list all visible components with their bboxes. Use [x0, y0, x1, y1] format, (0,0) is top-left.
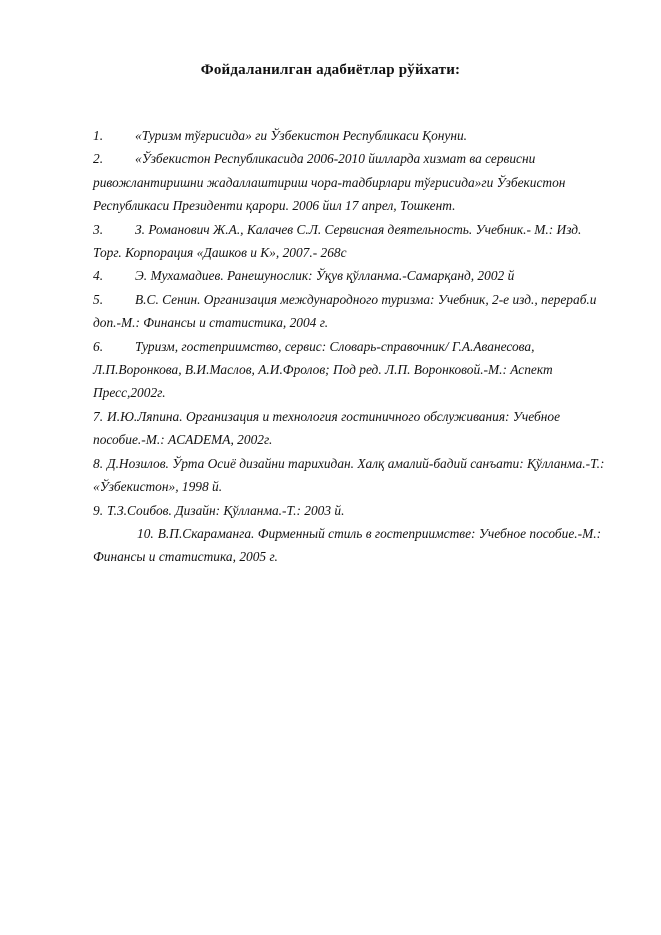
reference-number: 1. — [93, 128, 104, 143]
reference-item-3 — [93, 218, 613, 265]
reference-number: 3. — [93, 221, 104, 237]
reference-text: Т.З.Соибов. Дизайн: Қўлланма.-Т.: 2003 й. — [107, 502, 345, 518]
reference-text: З. Романович Ж.А., Калачев С.Л. Сервисная деятельность. Учебник.- М.: Изд. Торг. Корпорация «Дашков и К», 2007.- 268с — [93, 221, 582, 261]
reference-number: 10. — [137, 525, 154, 541]
reference-number: 4. — [93, 268, 104, 284]
reference-text: «Ўзбекистон Республикасида 2006-2010 йилларда хизмат ва сервисни ривожлантиришни жадаллаштириш чора-тадбирлари тўғрисида»ги Ўзбекистон Республикаси Президенти қарори. 2006 йил 17 апрел, Тошкент. — [93, 151, 566, 214]
reference-item-4 — [93, 264, 613, 287]
reference-item-10 — [93, 522, 613, 569]
reference-item-1 — [93, 124, 613, 147]
reference-item-5 — [93, 288, 613, 335]
reference-text: «Туризм тўғрисида» ги Ўзбекистон Республикаси Қонуни. — [135, 128, 468, 143]
page-title: Фойдаланилган адабиётлар рўйхати: — [200, 62, 461, 78]
reference-number: 8. — [93, 455, 104, 471]
reference-item-6 — [93, 335, 613, 405]
reference-text: В.П.Скараманга. Фирменный стиль в гостеприимстве: Учебное пособие.-М.: Финансы и статистика, 2005 г. — [93, 525, 602, 565]
reference-text: И.Ю.Ляпина. Организация и технология гостиничного обслуживания: Учебное пособие.-М.: ACADEMA, 2002г. — [93, 408, 561, 448]
reference-item-8 — [93, 452, 613, 499]
reference-text: Туризм, гостеприимство, сервис: Словарь-справочник/ Г.А.Аванесова, Л.П.Воронкова, В.И.Маслов, А.И.Фролов; Под ред. Л.П. Воронковой.-М.: Аспект Пресс,2002г. — [93, 338, 553, 401]
reference-list — [93, 124, 613, 569]
reference-item-2 — [93, 147, 613, 217]
reference-item-7 — [93, 405, 613, 452]
reference-text: Д.Нозилов. Ўрта Осиё дизайни тарихидан. Халқ амалий-бадий санъати: Қўлланма.-Т.: «Ўзбекистон», 1998 й. — [93, 455, 605, 495]
reference-number: 2. — [93, 151, 104, 167]
reference-number: 5. — [93, 291, 104, 307]
reference-item-9 — [93, 499, 613, 522]
reference-number: 7. — [93, 408, 104, 424]
reference-number: 6. — [93, 338, 104, 354]
reference-text: В.С. Сенин. Организация международного туризма: Учебник, 2-е изд., перераб.и доп.-М.: Финансы и статистика, 2004 г. — [93, 291, 597, 331]
reference-text: Э. Мухамадиев. Ранешунослик: Ўқув қўлланма.-Самарқанд, 2002 й — [135, 268, 515, 284]
reference-number: 9. — [93, 502, 104, 518]
